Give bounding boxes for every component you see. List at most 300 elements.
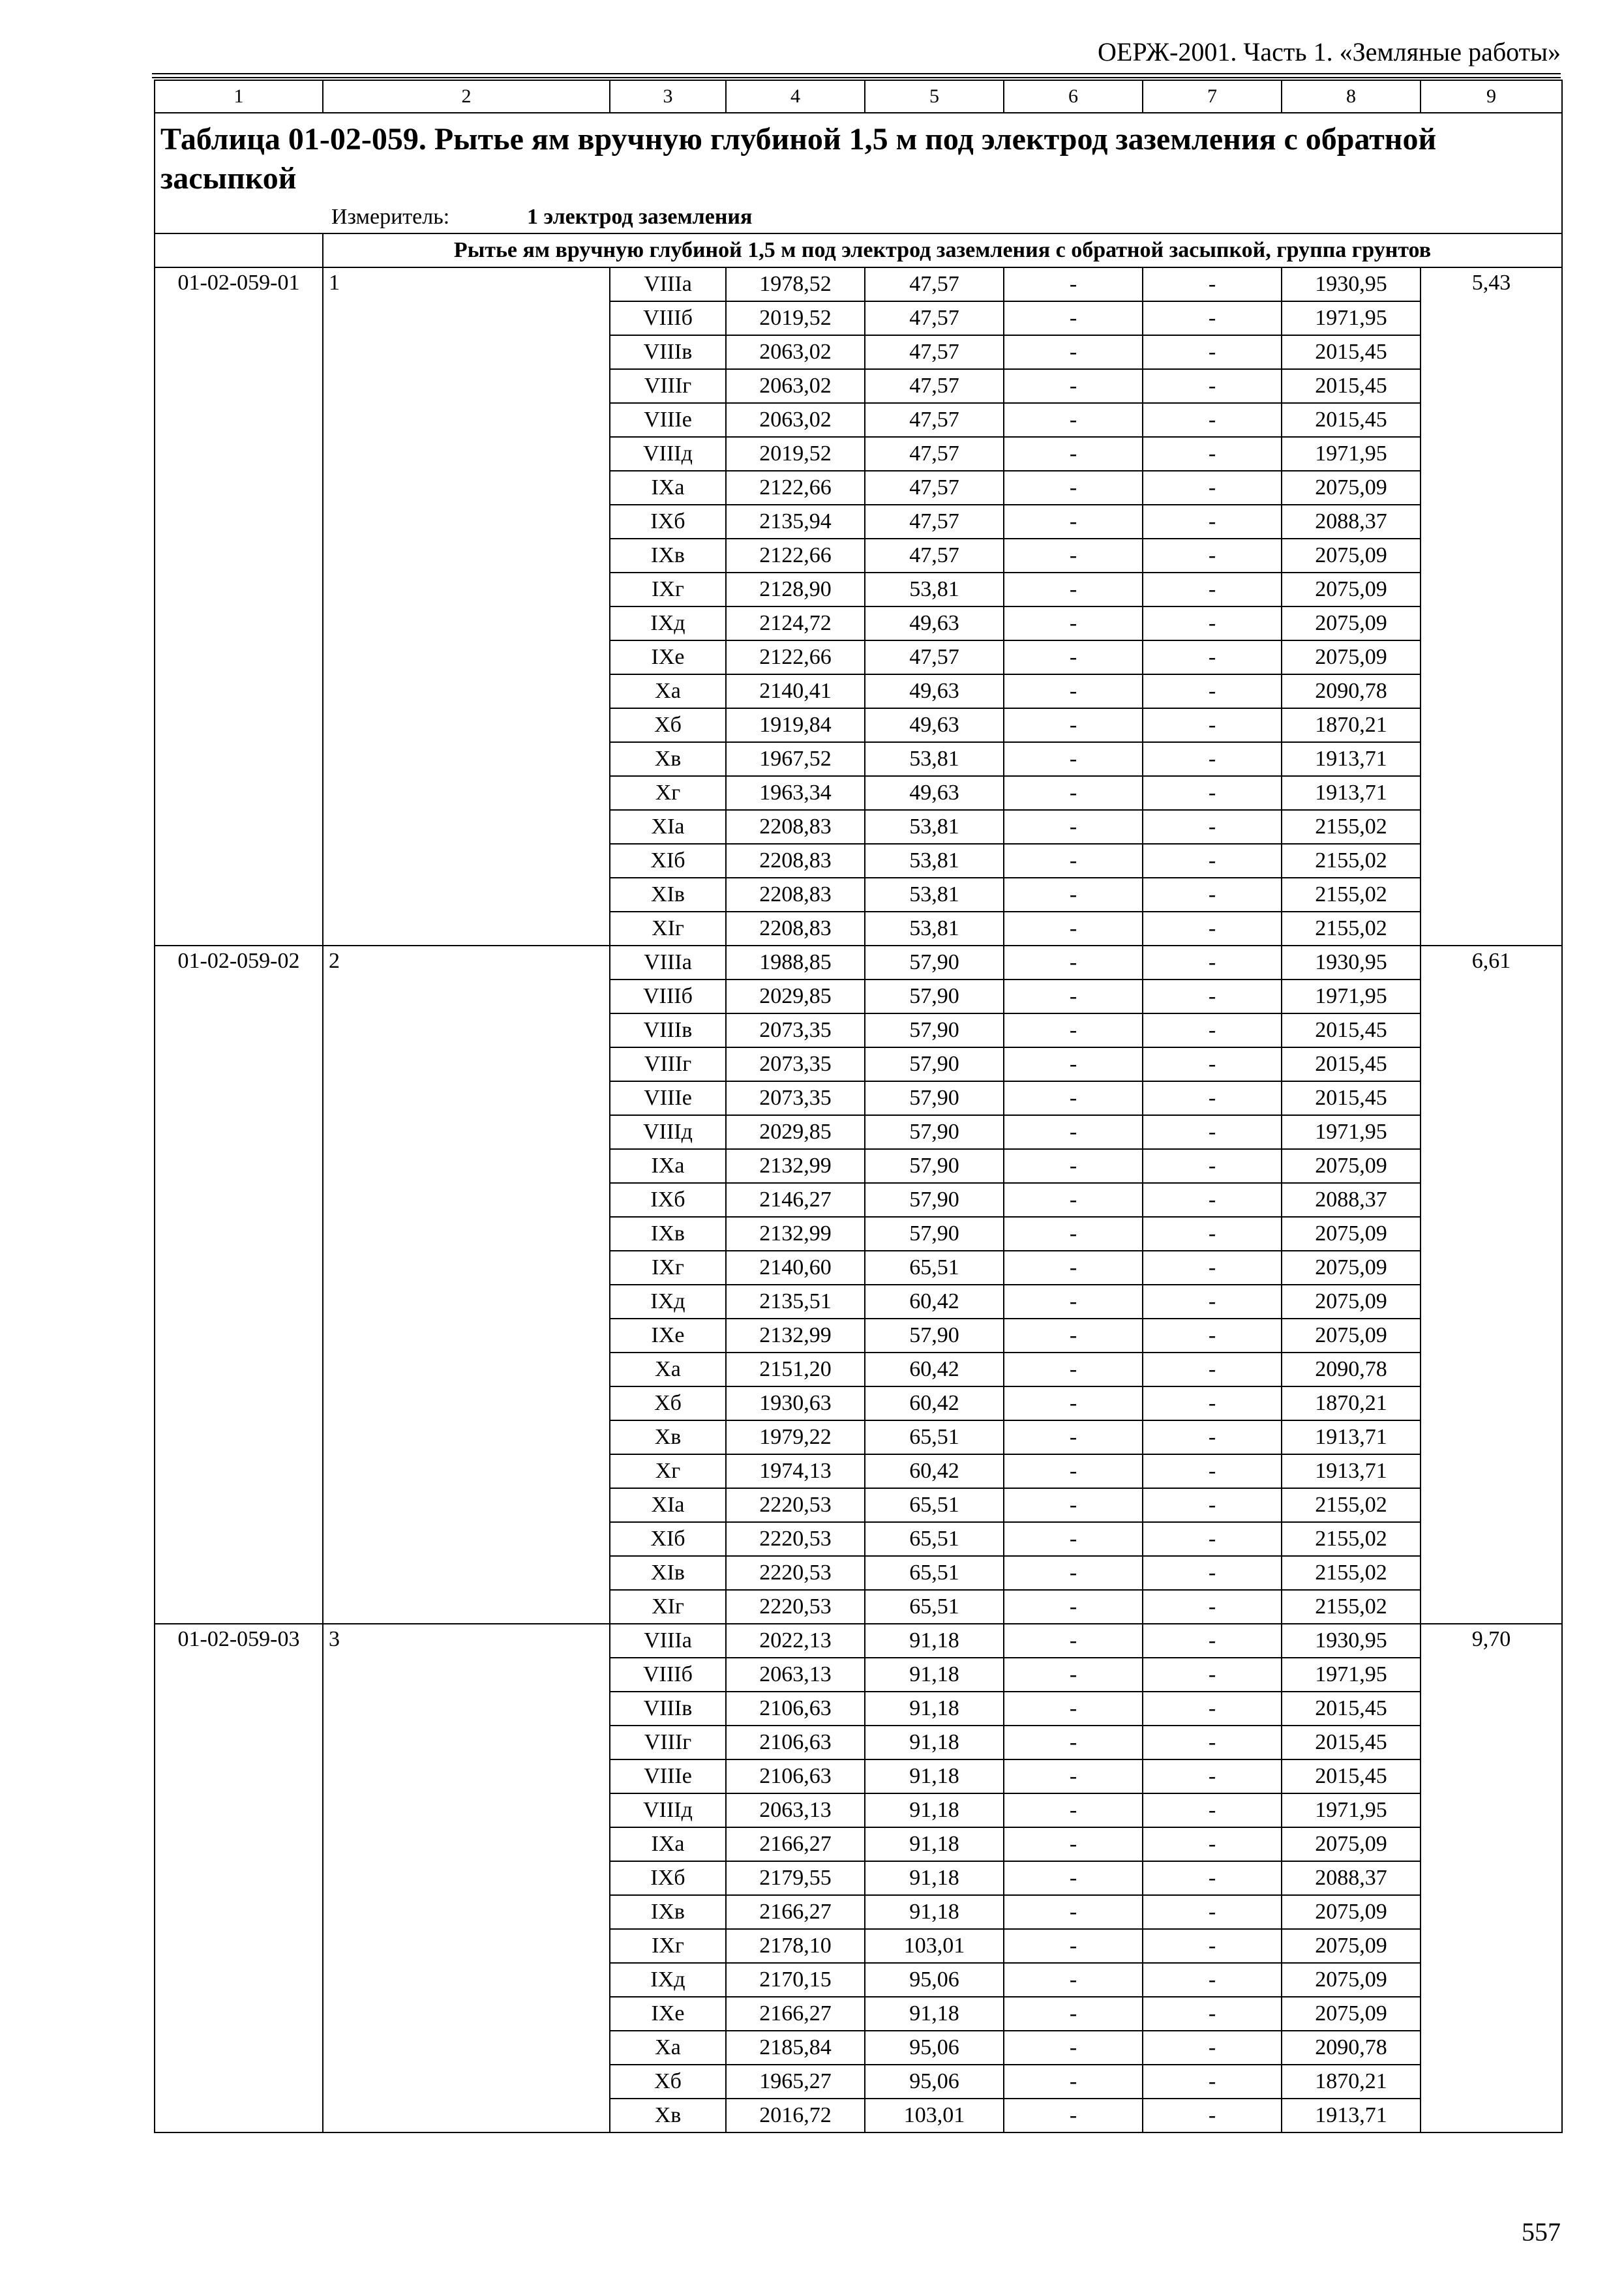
total-cost: 2063,13 <box>726 1793 865 1827</box>
wages: 57,90 <box>865 1081 1004 1115</box>
total-cost: 2022,13 <box>726 1624 865 1658</box>
driver-wages: - <box>1143 1149 1282 1183</box>
machine-cost: - <box>1004 1183 1143 1217</box>
wages: 91,18 <box>865 1895 1004 1929</box>
machine-cost: - <box>1004 844 1143 878</box>
soil-group: IXв <box>610 539 726 573</box>
column-number-row <box>155 80 1562 113</box>
driver-wages: - <box>1143 742 1282 776</box>
wages: 65,51 <box>865 1251 1004 1285</box>
total-cost: 2019,52 <box>726 437 865 471</box>
driver-wages: - <box>1143 674 1282 708</box>
materials-cost: 2075,09 <box>1282 606 1421 640</box>
total-cost: 2220,53 <box>726 1556 865 1590</box>
machine-cost: - <box>1004 1081 1143 1115</box>
total-cost: 2132,99 <box>726 1149 865 1183</box>
total-cost: 2140,60 <box>726 1251 865 1285</box>
driver-wages: - <box>1143 1047 1282 1081</box>
materials-cost: 2075,09 <box>1282 1827 1421 1861</box>
total-cost: 2166,27 <box>726 1827 865 1861</box>
total-cost: 2063,02 <box>726 335 865 369</box>
total-cost: 2208,83 <box>726 878 865 912</box>
driver-wages: - <box>1143 1590 1282 1624</box>
materials-cost: 2155,02 <box>1282 878 1421 912</box>
soil-group: VIIIд <box>610 1115 726 1149</box>
labor-cost: 6,61 <box>1421 946 1562 1624</box>
col-number: 5 <box>865 80 1004 113</box>
soil-group: VIIIг <box>610 1726 726 1759</box>
soil-group: XIa <box>610 1488 726 1522</box>
total-cost: 1988,85 <box>726 946 865 980</box>
total-cost: 2073,35 <box>726 1013 865 1047</box>
materials-cost: 2075,09 <box>1282 1217 1421 1251</box>
wages: 47,57 <box>865 267 1004 301</box>
measure-row <box>155 201 1562 233</box>
materials-cost: 2090,78 <box>1282 674 1421 708</box>
wages: 60,42 <box>865 1353 1004 1386</box>
wages: 47,57 <box>865 335 1004 369</box>
total-cost: 1974,13 <box>726 1454 865 1488</box>
materials-cost: 2075,09 <box>1282 1963 1421 1997</box>
driver-wages: - <box>1143 505 1282 539</box>
wages: 91,18 <box>865 1726 1004 1759</box>
materials-cost: 2075,09 <box>1282 1319 1421 1353</box>
soil-group: VIIIa <box>610 946 726 980</box>
materials-cost: 2155,02 <box>1282 1590 1421 1624</box>
measure-value: 1 электрод заземления <box>527 204 753 229</box>
driver-wages: - <box>1143 878 1282 912</box>
wages: 57,90 <box>865 1013 1004 1047</box>
materials-cost: 1971,95 <box>1282 301 1421 335</box>
total-cost: 1979,22 <box>726 1420 865 1454</box>
soil-group: XIв <box>610 878 726 912</box>
driver-wages: - <box>1143 844 1282 878</box>
driver-wages: - <box>1143 1963 1282 1997</box>
driver-wages: - <box>1143 1454 1282 1488</box>
total-cost: 2140,41 <box>726 674 865 708</box>
soil-group: IXв <box>610 1895 726 1929</box>
materials-cost: 2015,45 <box>1282 1692 1421 1726</box>
driver-wages: - <box>1143 1726 1282 1759</box>
machine-cost: - <box>1004 1115 1143 1149</box>
materials-cost: 2075,09 <box>1282 539 1421 573</box>
soil-group: VIIIб <box>610 980 726 1013</box>
machine-cost: - <box>1004 912 1143 946</box>
machine-cost: - <box>1004 1556 1143 1590</box>
table-row <box>155 946 1562 980</box>
wages: 91,18 <box>865 1624 1004 1658</box>
driver-wages: - <box>1143 403 1282 437</box>
machine-cost: - <box>1004 606 1143 640</box>
col-number: 9 <box>1421 80 1562 113</box>
machine-cost: - <box>1004 674 1143 708</box>
materials-cost: 2090,78 <box>1282 1353 1421 1386</box>
materials-cost: 2155,02 <box>1282 844 1421 878</box>
machine-cost: - <box>1004 1759 1143 1793</box>
soil-group: IXб <box>610 1861 726 1895</box>
driver-wages: - <box>1143 1183 1282 1217</box>
header-rule <box>152 73 1561 74</box>
machine-cost: - <box>1004 1963 1143 1997</box>
machine-cost: - <box>1004 708 1143 742</box>
driver-wages: - <box>1143 437 1282 471</box>
wages: 53,81 <box>865 742 1004 776</box>
total-cost: 1967,52 <box>726 742 865 776</box>
materials-cost: 2088,37 <box>1282 1183 1421 1217</box>
wages: 49,63 <box>865 708 1004 742</box>
total-cost: 2122,66 <box>726 640 865 674</box>
driver-wages: - <box>1143 1759 1282 1793</box>
driver-wages: - <box>1143 1522 1282 1556</box>
soil-group: IXб <box>610 1183 726 1217</box>
total-cost: 2179,55 <box>726 1861 865 1895</box>
soil-group: IXд <box>610 1963 726 1997</box>
machine-cost: - <box>1004 1522 1143 1556</box>
total-cost: 2029,85 <box>726 980 865 1013</box>
wages: 57,90 <box>865 946 1004 980</box>
total-cost: 2106,63 <box>726 1692 865 1726</box>
soil-group: VIIIд <box>610 437 726 471</box>
wages: 53,81 <box>865 844 1004 878</box>
materials-cost: 1930,95 <box>1282 1624 1421 1658</box>
machine-cost: - <box>1004 742 1143 776</box>
materials-cost: 2088,37 <box>1282 505 1421 539</box>
section-row <box>155 233 1562 267</box>
total-cost: 1963,34 <box>726 776 865 810</box>
soil-group: IXe <box>610 1997 726 2031</box>
driver-wages: - <box>1143 708 1282 742</box>
materials-cost: 1913,71 <box>1282 1454 1421 1488</box>
machine-cost: - <box>1004 1929 1143 1963</box>
header-rule-second <box>152 77 1561 78</box>
materials-cost: 1930,95 <box>1282 946 1421 980</box>
materials-cost: 1913,71 <box>1282 776 1421 810</box>
machine-cost: - <box>1004 1285 1143 1319</box>
wages: 47,57 <box>865 640 1004 674</box>
labor-cost: 5,43 <box>1421 267 1562 946</box>
wages: 65,51 <box>865 1556 1004 1590</box>
machine-cost: - <box>1004 1386 1143 1420</box>
machine-cost: - <box>1004 403 1143 437</box>
total-cost: 2208,83 <box>726 810 865 844</box>
total-cost: 1965,27 <box>726 2065 865 2099</box>
driver-wages: - <box>1143 776 1282 810</box>
driver-wages: - <box>1143 810 1282 844</box>
soil-group: VIIIб <box>610 1658 726 1692</box>
machine-cost: - <box>1004 1488 1143 1522</box>
soil-group: XIг <box>610 912 726 946</box>
rate-name: 3 <box>323 1624 610 2132</box>
wages: 91,18 <box>865 1827 1004 1861</box>
soil-group: IXв <box>610 1217 726 1251</box>
driver-wages: - <box>1143 369 1282 403</box>
driver-wages: - <box>1143 1827 1282 1861</box>
driver-wages: - <box>1143 640 1282 674</box>
machine-cost: - <box>1004 1454 1143 1488</box>
wages: 53,81 <box>865 810 1004 844</box>
col-number: 6 <box>1004 80 1143 113</box>
table-title-row <box>155 113 1562 201</box>
wages: 47,57 <box>865 437 1004 471</box>
materials-cost: 2015,45 <box>1282 1759 1421 1793</box>
wages: 60,42 <box>865 1285 1004 1319</box>
total-cost: 2073,35 <box>726 1081 865 1115</box>
materials-cost: 2075,09 <box>1282 1929 1421 1963</box>
machine-cost: - <box>1004 980 1143 1013</box>
total-cost: 2135,51 <box>726 1285 865 1319</box>
machine-cost: - <box>1004 267 1143 301</box>
machine-cost: - <box>1004 1861 1143 1895</box>
driver-wages: - <box>1143 1997 1282 2031</box>
total-cost: 2185,84 <box>726 2031 865 2065</box>
soil-group: VIIIe <box>610 1759 726 1793</box>
wages: 65,51 <box>865 1488 1004 1522</box>
machine-cost: - <box>1004 1319 1143 1353</box>
measure-cell <box>155 201 1562 233</box>
machine-cost: - <box>1004 301 1143 335</box>
machine-cost: - <box>1004 878 1143 912</box>
materials-cost: 2155,02 <box>1282 912 1421 946</box>
total-cost: 1919,84 <box>726 708 865 742</box>
driver-wages: - <box>1143 1692 1282 1726</box>
soil-group: Xв <box>610 1420 726 1454</box>
driver-wages: - <box>1143 471 1282 505</box>
materials-cost: 1913,71 <box>1282 2099 1421 2132</box>
wages: 65,51 <box>865 1522 1004 1556</box>
machine-cost: - <box>1004 437 1143 471</box>
wages: 47,57 <box>865 505 1004 539</box>
machine-cost: - <box>1004 1217 1143 1251</box>
wages: 57,90 <box>865 1319 1004 1353</box>
soil-group: VIIIв <box>610 1692 726 1726</box>
driver-wages: - <box>1143 1285 1282 1319</box>
driver-wages: - <box>1143 1420 1282 1454</box>
materials-cost: 2015,45 <box>1282 1013 1421 1047</box>
materials-cost: 1913,71 <box>1282 742 1421 776</box>
wages: 47,57 <box>865 539 1004 573</box>
wages: 53,81 <box>865 878 1004 912</box>
wages: 47,57 <box>865 369 1004 403</box>
materials-cost: 2075,09 <box>1282 640 1421 674</box>
machine-cost: - <box>1004 1353 1143 1386</box>
materials-cost: 1971,95 <box>1282 1658 1421 1692</box>
wages: 65,51 <box>865 1420 1004 1454</box>
driver-wages: - <box>1143 1861 1282 1895</box>
materials-cost: 1870,21 <box>1282 708 1421 742</box>
driver-wages: - <box>1143 1013 1282 1047</box>
machine-cost: - <box>1004 810 1143 844</box>
rate-code: 01-02-059-01 <box>155 267 323 946</box>
soil-group: VIIIa <box>610 267 726 301</box>
soil-group: XIб <box>610 844 726 878</box>
materials-cost: 2015,45 <box>1282 1081 1421 1115</box>
total-cost: 2208,83 <box>726 912 865 946</box>
machine-cost: - <box>1004 1895 1143 1929</box>
machine-cost: - <box>1004 1827 1143 1861</box>
driver-wages: - <box>1143 912 1282 946</box>
materials-cost: 2015,45 <box>1282 1726 1421 1759</box>
wages: 103,01 <box>865 2099 1004 2132</box>
driver-wages: - <box>1143 1081 1282 1115</box>
section-title: Рытье ям вручную глубиной 1,5 м под электрод заземления с обратной засыпкой, группа грунтов <box>323 233 1562 267</box>
total-cost: 2132,99 <box>726 1217 865 1251</box>
soil-group: Xб <box>610 1386 726 1420</box>
total-cost: 2170,15 <box>726 1963 865 1997</box>
soil-group: Xв <box>610 742 726 776</box>
driver-wages: - <box>1143 1386 1282 1420</box>
materials-cost: 2075,09 <box>1282 573 1421 606</box>
total-cost: 2166,27 <box>726 1895 865 1929</box>
table-row <box>155 1624 1562 1658</box>
machine-cost: - <box>1004 505 1143 539</box>
total-cost: 2122,66 <box>726 471 865 505</box>
wages: 57,90 <box>865 1183 1004 1217</box>
rate-name: 1 <box>323 267 610 946</box>
machine-cost: - <box>1004 1624 1143 1658</box>
col-number: 8 <box>1282 80 1421 113</box>
driver-wages: - <box>1143 539 1282 573</box>
total-cost: 2106,63 <box>726 1759 865 1793</box>
total-cost: 2019,52 <box>726 301 865 335</box>
machine-cost: - <box>1004 1997 1143 2031</box>
driver-wages: - <box>1143 606 1282 640</box>
materials-cost: 2075,09 <box>1282 471 1421 505</box>
wages: 91,18 <box>865 1759 1004 1793</box>
materials-cost: 2015,45 <box>1282 335 1421 369</box>
soil-group: Xa <box>610 2031 726 2065</box>
total-cost: 2073,35 <box>726 1047 865 1081</box>
driver-wages: - <box>1143 1895 1282 1929</box>
wages: 47,57 <box>865 471 1004 505</box>
wages: 91,18 <box>865 1997 1004 2031</box>
soil-group: Xб <box>610 708 726 742</box>
soil-group: VIIIв <box>610 1013 726 1047</box>
total-cost: 2151,20 <box>726 1353 865 1386</box>
total-cost: 2128,90 <box>726 573 865 606</box>
soil-group: IXг <box>610 1929 726 1963</box>
soil-group: Xв <box>610 2099 726 2132</box>
soil-group: VIIIг <box>610 1047 726 1081</box>
soil-group: XIб <box>610 1522 726 1556</box>
col-number: 2 <box>323 80 610 113</box>
machine-cost: - <box>1004 1590 1143 1624</box>
soil-group: XIв <box>610 1556 726 1590</box>
total-cost: 2106,63 <box>726 1726 865 1759</box>
materials-cost: 1971,95 <box>1282 1793 1421 1827</box>
machine-cost: - <box>1004 776 1143 810</box>
driver-wages: - <box>1143 1353 1282 1386</box>
materials-cost: 1971,95 <box>1282 1115 1421 1149</box>
wages: 49,63 <box>865 606 1004 640</box>
wages: 57,90 <box>865 1149 1004 1183</box>
wages: 91,18 <box>865 1692 1004 1726</box>
soil-group: Xa <box>610 1353 726 1386</box>
materials-cost: 2075,09 <box>1282 1149 1421 1183</box>
materials-cost: 2155,02 <box>1282 1556 1421 1590</box>
driver-wages: - <box>1143 1488 1282 1522</box>
col-number: 7 <box>1143 80 1282 113</box>
materials-cost: 2088,37 <box>1282 1861 1421 1895</box>
soil-group: IXa <box>610 1827 726 1861</box>
col-number: 1 <box>155 80 323 113</box>
materials-cost: 2015,45 <box>1282 1047 1421 1081</box>
rate-name: 2 <box>323 946 610 1624</box>
soil-group: Xa <box>610 674 726 708</box>
soil-group: IXд <box>610 606 726 640</box>
driver-wages: - <box>1143 2099 1282 2132</box>
soil-group: IXa <box>610 471 726 505</box>
wages: 57,90 <box>865 1115 1004 1149</box>
soil-group: IXг <box>610 573 726 606</box>
machine-cost: - <box>1004 1251 1143 1285</box>
driver-wages: - <box>1143 2031 1282 2065</box>
driver-wages: - <box>1143 1319 1282 1353</box>
machine-cost: - <box>1004 1692 1143 1726</box>
materials-cost: 1913,71 <box>1282 1420 1421 1454</box>
total-cost: 2063,13 <box>726 1658 865 1692</box>
soil-group: VIIIг <box>610 369 726 403</box>
machine-cost: - <box>1004 1793 1143 1827</box>
materials-cost: 2075,09 <box>1282 1251 1421 1285</box>
running-header: ОЕРЖ-2001. Часть 1. «Земляные работы» <box>1098 37 1561 67</box>
col-number: 4 <box>726 80 865 113</box>
materials-cost: 1971,95 <box>1282 980 1421 1013</box>
wages: 49,63 <box>865 674 1004 708</box>
machine-cost: - <box>1004 2065 1143 2099</box>
materials-cost: 2075,09 <box>1282 1895 1421 1929</box>
table-title: Таблица 01-02-059. Рытье ям вручную глубиной 1,5 м под электрод заземления с обратной засыпкой <box>155 113 1562 201</box>
total-cost: 2146,27 <box>726 1183 865 1217</box>
soil-group: Xб <box>610 2065 726 2099</box>
driver-wages: - <box>1143 1793 1282 1827</box>
soil-group: IXг <box>610 1251 726 1285</box>
table-row <box>155 267 1562 301</box>
wages: 91,18 <box>865 1861 1004 1895</box>
soil-group: IXд <box>610 1285 726 1319</box>
machine-cost: - <box>1004 1013 1143 1047</box>
soil-group: VIIIб <box>610 301 726 335</box>
wages: 49,63 <box>865 776 1004 810</box>
wages: 57,90 <box>865 980 1004 1013</box>
total-cost: 2220,53 <box>726 1522 865 1556</box>
driver-wages: - <box>1143 573 1282 606</box>
soil-group: Xг <box>610 1454 726 1488</box>
wages: 95,06 <box>865 1963 1004 1997</box>
materials-cost: 2155,02 <box>1282 810 1421 844</box>
total-cost: 1978,52 <box>726 267 865 301</box>
wages: 47,57 <box>865 301 1004 335</box>
wages: 60,42 <box>865 1386 1004 1420</box>
wages: 47,57 <box>865 403 1004 437</box>
driver-wages: - <box>1143 335 1282 369</box>
machine-cost: - <box>1004 1149 1143 1183</box>
machine-cost: - <box>1004 2031 1143 2065</box>
total-cost: 2178,10 <box>726 1929 865 1963</box>
wages: 95,06 <box>865 2031 1004 2065</box>
materials-cost: 2075,09 <box>1282 1285 1421 1319</box>
driver-wages: - <box>1143 1251 1282 1285</box>
total-cost: 2208,83 <box>726 844 865 878</box>
materials-cost: 2075,09 <box>1282 1997 1421 2031</box>
soil-group: XIa <box>610 810 726 844</box>
soil-group: VIIIa <box>610 1624 726 1658</box>
machine-cost: - <box>1004 1047 1143 1081</box>
total-cost: 2135,94 <box>726 505 865 539</box>
driver-wages: - <box>1143 2065 1282 2099</box>
machine-cost: - <box>1004 1726 1143 1759</box>
total-cost: 2220,53 <box>726 1488 865 1522</box>
wages: 91,18 <box>865 1793 1004 1827</box>
